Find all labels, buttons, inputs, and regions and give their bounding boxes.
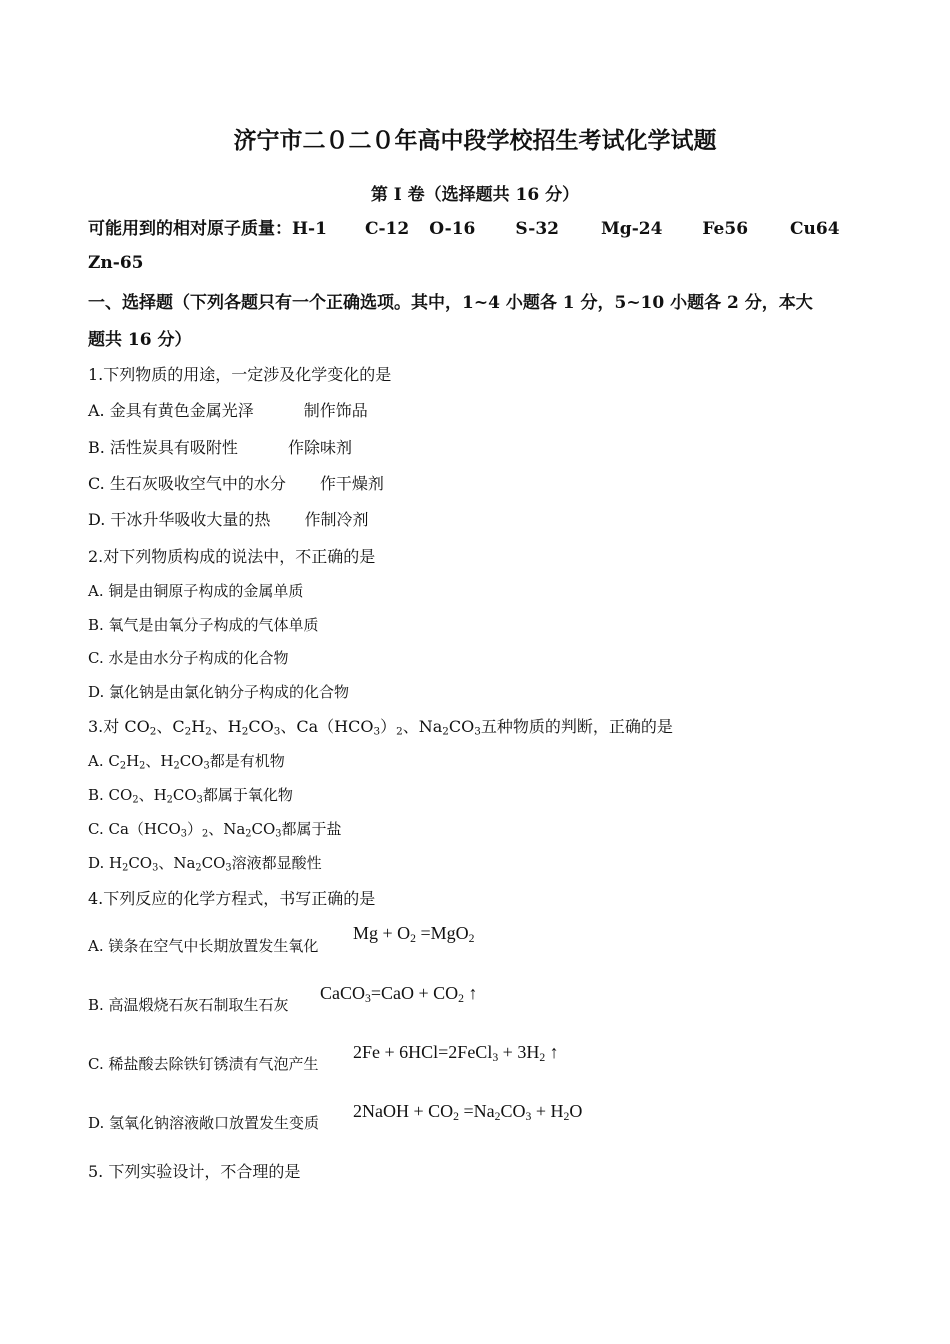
mass-item: Fe56 <box>702 219 749 239</box>
q4-option-a: A. 镁条在空气中长期放置发生氧化 <box>88 937 319 955</box>
mass-item: O-16 <box>429 219 476 239</box>
q3-option-c: C. $Ca(HCO_3)_2$、$Na_2CO_3$都属于盐 <box>88 820 342 840</box>
atomic-masses-label: 可能用到的相对原子质量： <box>88 219 292 239</box>
q4-option-b: B. 高温煅烧石灰石制取生石灰 <box>88 996 289 1014</box>
section-heading: 一、选择题（下列各题只有一个正确选项。其中，1~4 小题各 1 分，5~10 小题各 2 分，本大 <box>88 293 813 313</box>
q1-option-a: A. 金具有黄色金属光泽 制作饰品 <box>88 401 368 420</box>
q4-option-c: C. 稀盐酸去除铁钉锈渍有气泡产生 <box>88 1055 319 1073</box>
mass-item: Mg-24 <box>600 219 663 239</box>
q2-option-c: C. 水是由水分子构成的化合物 <box>88 649 289 667</box>
q4-equation-a: $Mg + O_2 =MgO_2$ <box>353 923 475 945</box>
question-5-stem: 5. 下列实验设计，不合理的是 <box>88 1162 301 1181</box>
question-1-stem: 1.下列物质的用途，一定涉及化学变化的是 <box>88 365 392 384</box>
page-title: 济宁市二０二０年高中段学校招生考试化学试题 <box>233 127 717 154</box>
q4-equation-d: 2NaOH + $CO_2 =Na_2CO_3 + H_2O$ <box>353 1101 583 1123</box>
section-heading-cont: 题共 16 分） <box>88 330 192 350</box>
mass-item: Cu64 <box>790 219 840 239</box>
mass-item: C-12 <box>364 219 410 239</box>
q1-option-b: B. 活性炭具有吸附性 作除味剂 <box>88 438 352 457</box>
question-3-stem: 3.对 $CO_2$、$C_2H_2$、$H_2CO_3$、$Ca(HCO_3)_2$、$Na_2CO_3$五种物质的判断，正确的是 <box>88 717 673 738</box>
question-4-stem: 4.下列反应的化学方程式，书写正确的是 <box>88 889 376 908</box>
q1-option-d: D. 干冰升华吸收大量的热 作制冷剂 <box>88 510 369 529</box>
q1-option-c: C. 生石灰吸收空气中的水分 作干燥剂 <box>88 474 384 493</box>
q3-option-d: D. $H_2CO_3$、$Na_2CO_3$溶液都显酸性 <box>88 854 322 874</box>
volume-heading: 第 I 卷（选择题共 16 分） <box>370 185 580 205</box>
question-2-stem: 2.对下列物质构成的说法中，不正确的是 <box>88 547 376 566</box>
q4-equation-c: 2Fe + 6HCl=2FeCl$_3$ + $3H_2$ ↑ <box>353 1042 559 1064</box>
q4-option-d: D. 氢氧化钠溶液敞口放置发生变质 <box>88 1114 320 1132</box>
q4-equation-b: CaCO$_3$=CaO + $CO_2$ ↑ <box>320 983 478 1005</box>
mass-item: Zn-65 <box>88 253 144 273</box>
q2-option-d: D. 氯化钠是由氯化钠分子构成的化合物 <box>88 683 350 701</box>
q3-option-b: B. $CO_2$、$H_2CO_3$都属于氧化物 <box>88 786 293 806</box>
atomic-masses-line <box>88 214 840 239</box>
q2-option-b: B. 氧气是由氧分子构成的气体单质 <box>88 616 319 634</box>
q2-option-a: A. 铜是由铜原子构成的金属单质 <box>88 582 304 600</box>
mass-item: H-1 <box>292 219 327 239</box>
mass-item: S-32 <box>515 219 559 239</box>
q3-option-a: A. $C_2H_2$、$H_2CO_3$都是有机物 <box>88 752 285 772</box>
